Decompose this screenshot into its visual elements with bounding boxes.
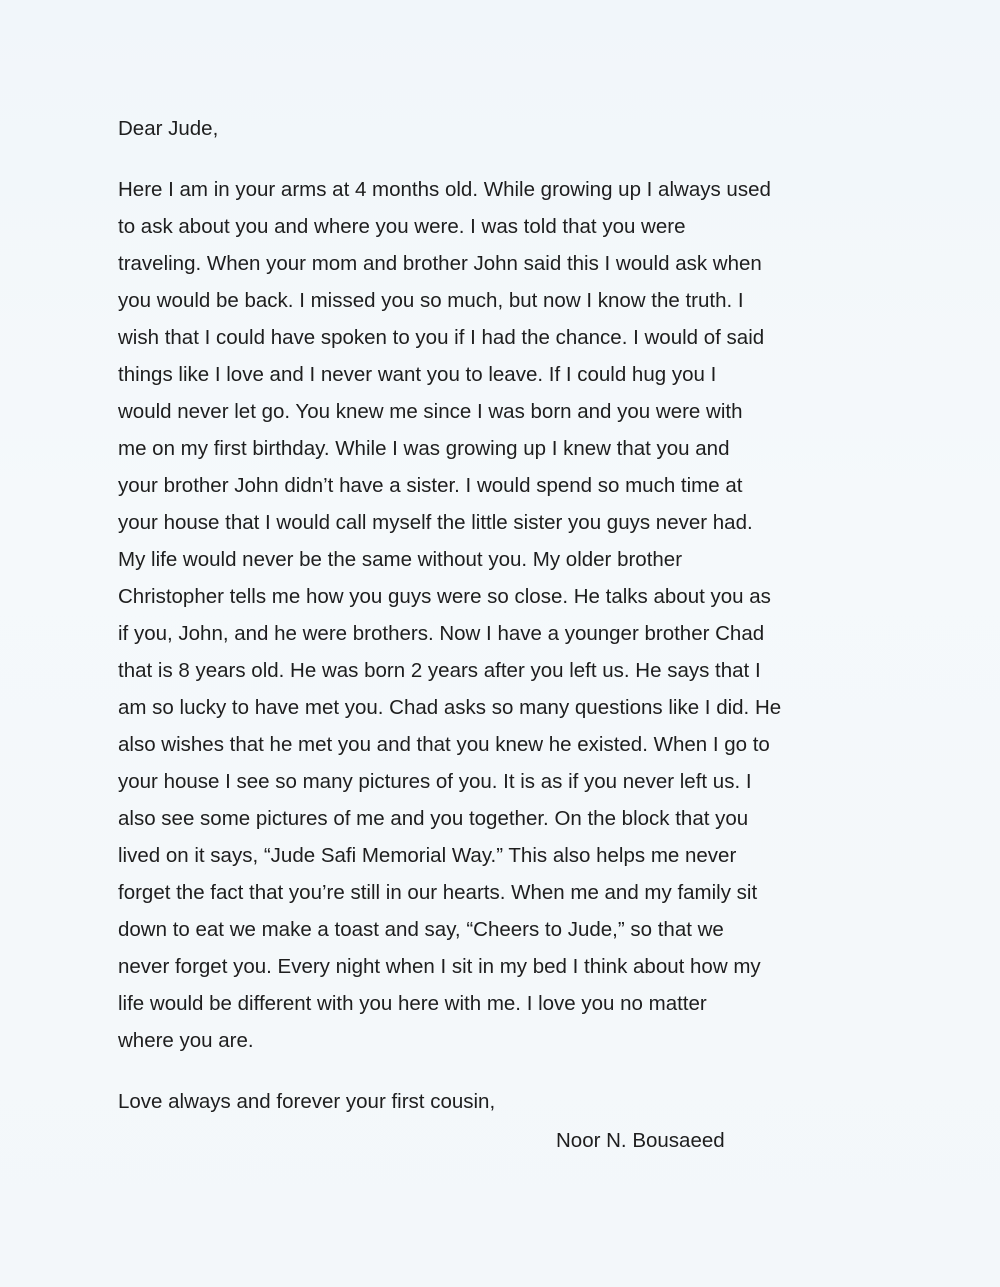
text-line: life would be different with you here with me. I love you no matter [118,992,707,1015]
signature-name: Noor N. Bousaeed [556,1129,725,1152]
text-line: your house that I would call myself the little sister you guys never had. [118,511,753,534]
text-line: wish that I could have spoken to you if I had the chance. I would of said [118,326,765,349]
text-line: Here I am in your arms at 4 months old. While growing up I always used [118,178,771,201]
text-line: your brother John didn’t have a sister. I would spend so much time at [118,474,743,497]
text-line: lived on it says, “Jude Safi Memorial Way.” This also helps me never [118,844,737,867]
text-line: traveling. When your mom and brother John said this I would ask when [118,252,762,275]
text-line: you would be back. I missed you so much, but now I know the truth. I [118,289,744,312]
text-line: down to eat we make a toast and say, “Cheers to Jude,” so that we [118,918,724,941]
closing-line: Love always and forever your first cousin, [118,1090,496,1113]
text-line: also see some pictures of me and you together. On the block that you [118,807,749,830]
salutation: Dear Jude, [118,117,219,140]
text-line: Christopher tells me how you guys were so close. He talks about you as [118,585,771,608]
text-line: that is 8 years old. He was born 2 years after you left us. He says that I [118,659,761,682]
text-line: your house I see so many pictures of you. It is as if you never left us. I [118,770,752,793]
letter-paragraph [118,171,908,1059]
text-line: forget the fact that you’re still in our hearts. When me and my family sit [118,881,758,904]
text-line: where you are. [118,1029,254,1052]
text-line: things like I love and I never want you to leave. If I could hug you I [118,363,717,386]
letter-body [118,110,908,1120]
text-line: me on my first birthday. While I was growing up I knew that you and [118,437,730,460]
text-line: never forget you. Every night when I sit in my bed I think about how my [118,955,761,978]
text-line: My life would never be the same without you. My older brother [118,548,683,571]
text-line: if you, John, and he were brothers. Now I have a younger brother Chad [118,622,765,645]
text-line: also wishes that he met you and that you knew he existed. When I go to [118,733,770,756]
text-line: am so lucky to have met you. Chad asks so many questions like I did. He [118,696,782,719]
text-line: would never let go. You knew me since I was born and you were with [118,400,743,423]
text-line: to ask about you and where you were. I was told that you were [118,215,686,238]
